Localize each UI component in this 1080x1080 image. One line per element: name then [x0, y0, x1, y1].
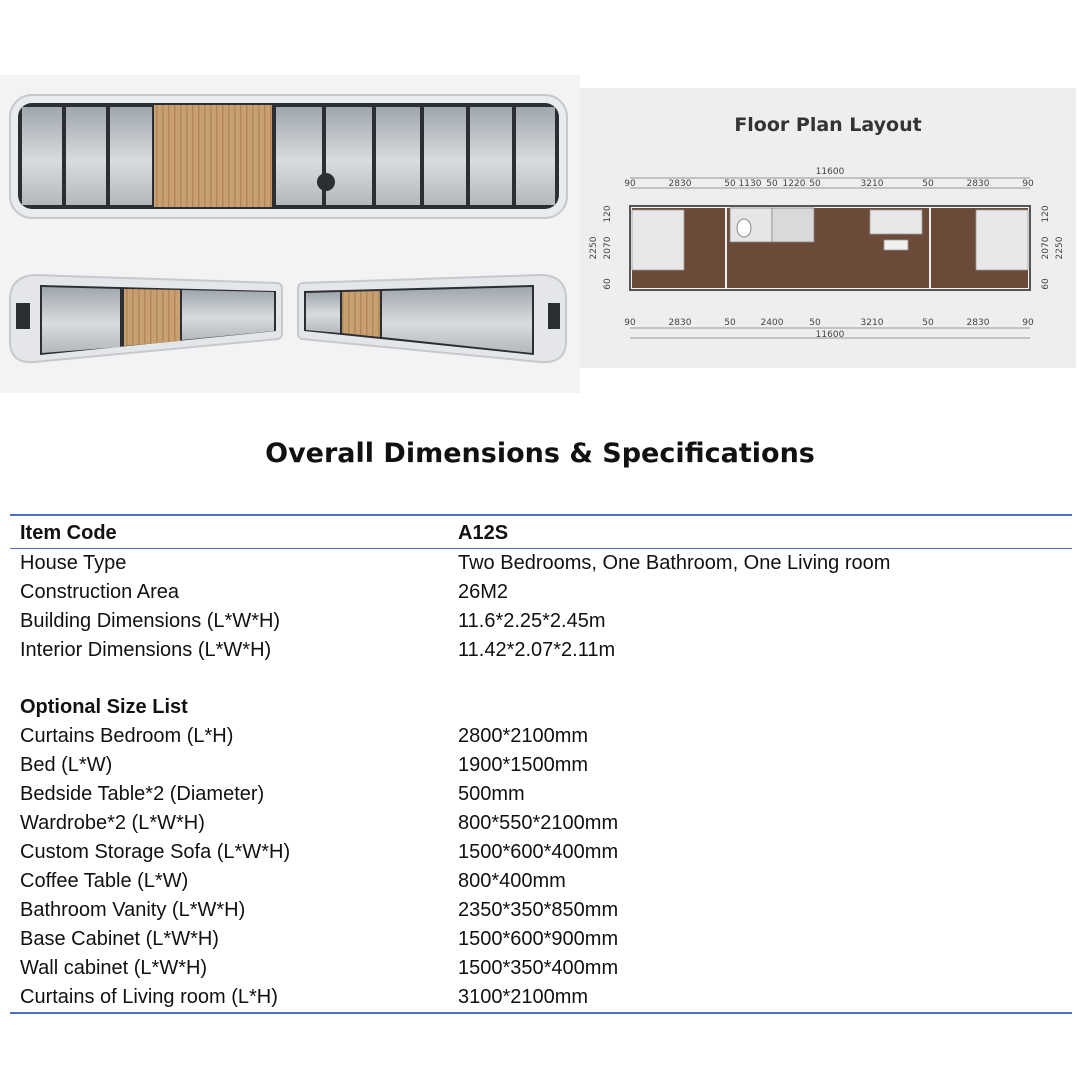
dim-label: 2830 — [966, 318, 990, 328]
row-value: Two Bedrooms, One Bathroom, One Living room — [458, 552, 891, 574]
item-code-row — [10, 516, 1072, 549]
row-label: Construction Area — [20, 581, 179, 603]
table-row — [10, 780, 1072, 809]
dim-label: 1130 — [738, 179, 762, 189]
item-code-label: Item Code — [20, 522, 117, 544]
dim-label: 3210 — [860, 318, 884, 328]
dim-label: 90 — [1022, 179, 1034, 189]
row-label: Bedside Table*2 (Diameter) — [20, 783, 265, 805]
table-row — [10, 838, 1072, 867]
row-value: 11.6*2.25*2.45m — [458, 610, 606, 632]
dim-label: 50 — [724, 318, 736, 328]
table-row — [10, 722, 1072, 751]
row-value: 2350*350*850mm — [458, 899, 619, 921]
dim-label: 2830 — [966, 179, 990, 189]
table-row — [10, 983, 1072, 1012]
row-value: 800*550*2100mm — [458, 812, 619, 834]
left-perspective-view — [10, 275, 282, 362]
dim-label: 90 — [624, 318, 636, 328]
dim-label: 1220 — [782, 179, 806, 189]
table-row — [10, 578, 1072, 607]
table-row — [10, 809, 1072, 838]
specs-title: Overall Dimensions & Specifications — [265, 438, 815, 469]
row-label: Base Cabinet (L*W*H) — [20, 928, 219, 950]
right-dimension-labels — [1041, 205, 1065, 290]
table-row — [10, 925, 1072, 954]
table-row — [10, 867, 1072, 896]
row-label: Custom Storage Sofa (L*W*H) — [20, 841, 291, 863]
right-perspective-view — [298, 275, 566, 362]
dim-label: 50 — [809, 179, 821, 189]
row-value: 1500*350*400mm — [458, 957, 619, 979]
dim-label: 120 — [603, 205, 613, 223]
table-row — [10, 549, 1072, 578]
spacer-row — [10, 665, 1072, 693]
row-label: Interior Dimensions (L*W*H) — [20, 639, 272, 661]
product-renderings — [0, 75, 580, 393]
total-length-bottom: 11600 — [815, 330, 845, 340]
dim-label: 2070 — [603, 236, 613, 260]
dim-label: 50 — [766, 179, 778, 189]
row-label: Wardrobe*2 (L*W*H) — [20, 812, 205, 834]
dim-label: 90 — [624, 179, 636, 189]
row-label: House Type — [20, 552, 127, 574]
floor-plan-title: Floor Plan Layout — [734, 114, 922, 136]
optional-size-heading: Optional Size List — [20, 696, 188, 718]
row-value: 500mm — [458, 783, 525, 805]
capsule-house-renders — [0, 75, 580, 393]
row-value: 26M2 — [458, 581, 509, 603]
table-row — [10, 954, 1072, 983]
front-view — [10, 95, 567, 218]
dim-label: 120 — [1041, 205, 1051, 223]
dim-label: 50 — [922, 318, 934, 328]
row-label: Bed (L*W) — [20, 754, 113, 776]
dim-label: 50 — [922, 179, 934, 189]
row-value: 2800*2100mm — [458, 725, 589, 747]
row-label: Coffee Table (L*W) — [20, 870, 189, 892]
dim-label: 2830 — [668, 318, 692, 328]
dim-label: 60 — [1041, 278, 1051, 290]
floor-plan-panel — [580, 88, 1076, 368]
row-label: Wall cabinet (L*W*H) — [20, 957, 208, 979]
bottom-dimension-labels — [624, 318, 1034, 328]
dim-label: 50 — [809, 318, 821, 328]
row-label: Curtains of Living room (L*H) — [20, 986, 278, 1008]
dim-label: 2250 — [1055, 236, 1065, 260]
dim-label: 50 — [724, 179, 736, 189]
table-row — [10, 751, 1072, 780]
floor-plan-drawing — [580, 88, 1076, 368]
row-value: 800*400mm — [458, 870, 566, 892]
row-value: 1500*600*900mm — [458, 928, 619, 950]
table-row — [10, 896, 1072, 925]
left-dimension-labels — [589, 205, 613, 290]
dim-label: 3210 — [860, 179, 884, 189]
top-dimension-labels — [624, 179, 1034, 189]
row-label: Bathroom Vanity (L*W*H) — [20, 899, 246, 921]
dim-label: 2250 — [589, 236, 599, 260]
dim-label: 60 — [603, 278, 613, 290]
specs-table — [10, 514, 1072, 1014]
item-code-value: A12S — [458, 522, 509, 544]
row-value: 1500*600*400mm — [458, 841, 619, 863]
dim-label: 2070 — [1041, 236, 1051, 260]
row-value: 1900*1500mm — [458, 754, 589, 776]
table-row — [10, 607, 1072, 636]
table-row — [10, 636, 1072, 665]
row-label: Building Dimensions (L*W*H) — [20, 610, 281, 632]
total-length-top: 11600 — [815, 167, 845, 177]
row-label: Curtains Bedroom (L*H) — [20, 725, 234, 747]
row-value: 11.42*2.07*2.11m — [458, 639, 616, 661]
row-value: 3100*2100mm — [458, 986, 589, 1008]
dim-label: 2830 — [668, 179, 692, 189]
optional-heading-row — [10, 693, 1072, 722]
dim-label: 2400 — [760, 318, 784, 328]
dim-label: 90 — [1022, 318, 1034, 328]
